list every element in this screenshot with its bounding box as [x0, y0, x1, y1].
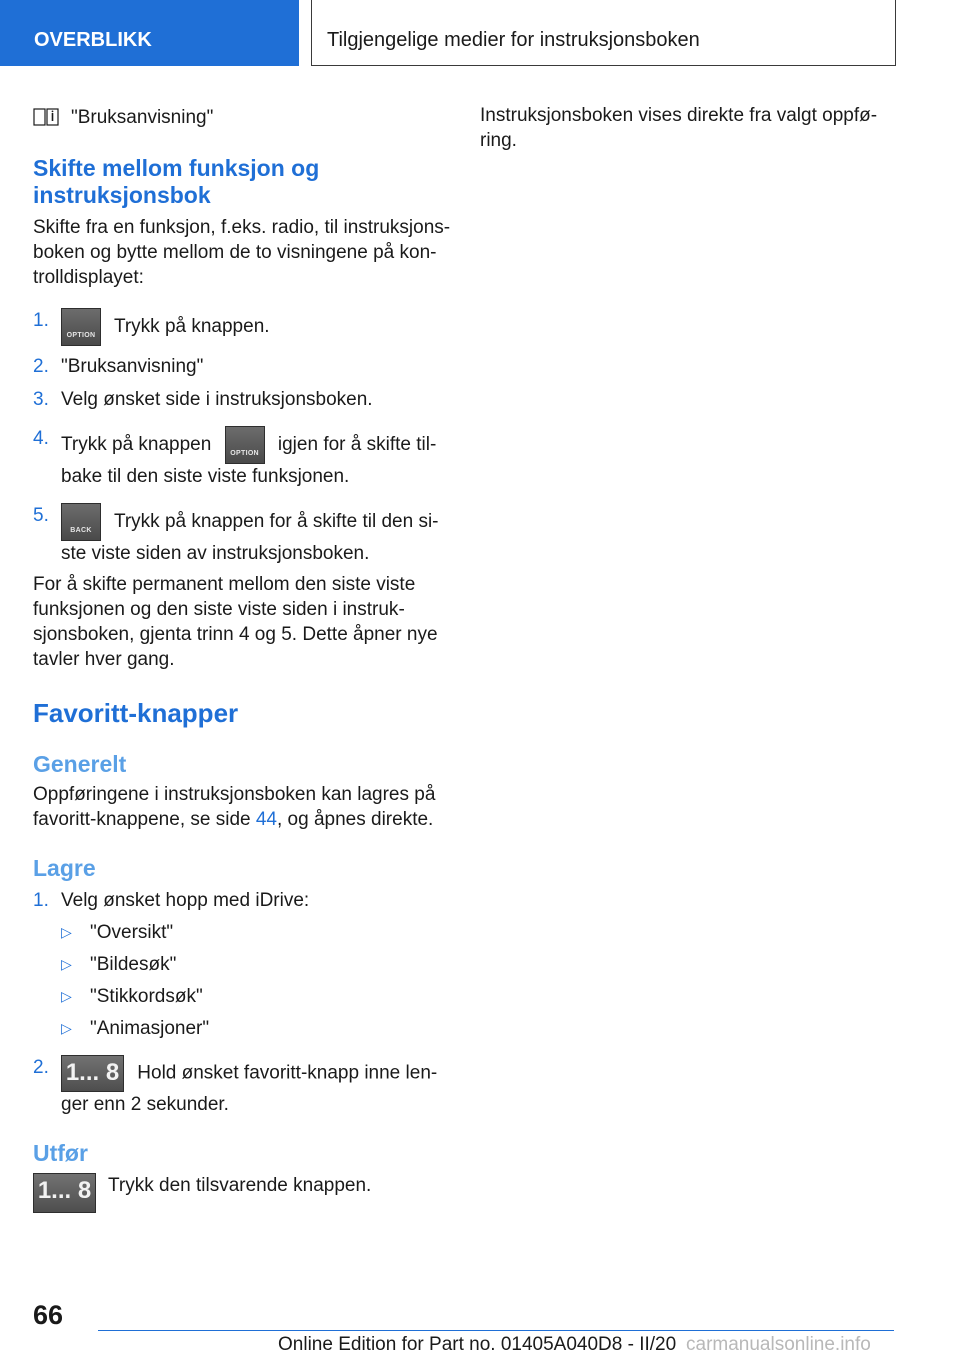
menu-path: [33, 103, 453, 131]
list-item: [33, 888, 453, 1041]
list-item: [33, 1055, 453, 1117]
execute-text: Trykk den tilsvarende knappen.: [108, 1175, 372, 1196]
right-text: Instruksjonsboken vises direkte fra valgt oppføring.: [480, 105, 878, 151]
switch-heading: Skifte mellom funksjon og instruksjonsbok: [33, 155, 320, 208]
step-number: 1.: [33, 310, 49, 331]
list-item: ▷ "Bildesøk": [61, 952, 453, 977]
left-column: [33, 103, 453, 1213]
save-options: [61, 920, 453, 1041]
list-item: ▷ "Animasjoner": [61, 1016, 453, 1041]
step-text: Trykk på knappen for å skifte til den siste viste siden av instruksjonsboken.: [61, 511, 439, 564]
list-item: [33, 426, 453, 489]
header-section-label: OVERBLIKK: [34, 29, 152, 51]
option-button-image: OPTION: [61, 308, 101, 346]
favorites-heading: Favoritt-knapper: [33, 698, 239, 728]
step-number: 2.: [33, 1057, 49, 1078]
footer-divider: [98, 1330, 894, 1331]
right-column: [480, 103, 900, 153]
step-text: igjen for å skifte tilbake til den siste viste funksjonen.: [61, 434, 437, 487]
list-item: ▷ "Oversikt": [61, 920, 453, 945]
step-text: Hold ønsket favoritt-knapp inne lenger enn 2 sekunder.: [61, 1062, 438, 1115]
step-number: 5.: [33, 505, 49, 526]
favorite-buttons-image: 1... 8: [61, 1055, 124, 1092]
header-title: Tilgjengelige medier for instruksjonsboken: [327, 29, 700, 51]
step-text: Trykk på knappen: [61, 434, 212, 456]
header-section-tab: [0, 0, 299, 66]
general-text: Oppføringene i instruksjonsboken kan lagres på favoritt-knappene, se side 44, og åpnes direkte.: [33, 784, 436, 830]
switch-intro: Skifte fra en funksjon, f.eks. radio, til instruksjonsboken og bytte mellom de to visningene på kontrolldisplayet:: [33, 217, 451, 288]
step-number: 1.: [33, 890, 49, 911]
page-number: 66: [33, 1300, 64, 1330]
option-button-image: OPTION: [225, 426, 265, 464]
save-steps: [33, 888, 453, 1117]
list-item: [33, 387, 453, 412]
step-text: "Bruksanvisning": [61, 356, 204, 377]
step-number: 3.: [33, 389, 49, 410]
favorite-buttons-image: 1... 8: [33, 1173, 96, 1213]
page-link[interactable]: 44: [255, 809, 277, 830]
header-title-box: [311, 0, 896, 66]
step-text: Velg ønsket side i instruksjonsboken.: [61, 389, 373, 410]
execute-row: [33, 1173, 453, 1213]
switch-note: For å skifte permanent mellom den siste viste funksjonen og den siste viste siden i instruksjonsboken, gjenta trinn 4 og 5. Dette åpner nye tavler hver gang.: [33, 574, 438, 670]
list-item: [33, 308, 453, 346]
step-number: 2.: [33, 356, 49, 377]
step-text: Trykk på knappen.: [113, 316, 270, 338]
switch-steps: [33, 308, 453, 566]
save-heading: Lagre: [33, 855, 96, 881]
footer-edition: Online Edition for Part no. 01405A040D8 - II/20: [278, 1334, 677, 1355]
watermark: carmanualsonline.info: [686, 1334, 871, 1355]
book-icon: [33, 108, 59, 126]
step-text: Velg ønsket hopp med iDrive:: [61, 890, 310, 911]
general-heading: Generelt: [33, 751, 127, 777]
step-number: 4.: [33, 428, 49, 449]
list-item: ▷ "Stikkordsøk": [61, 984, 453, 1009]
back-button-image: BACK: [61, 503, 101, 541]
menu-item-label: "Bruksanvisning": [71, 106, 214, 128]
execute-heading: Utfør: [33, 1140, 88, 1166]
list-item: [33, 503, 453, 566]
list-item: [33, 354, 453, 379]
